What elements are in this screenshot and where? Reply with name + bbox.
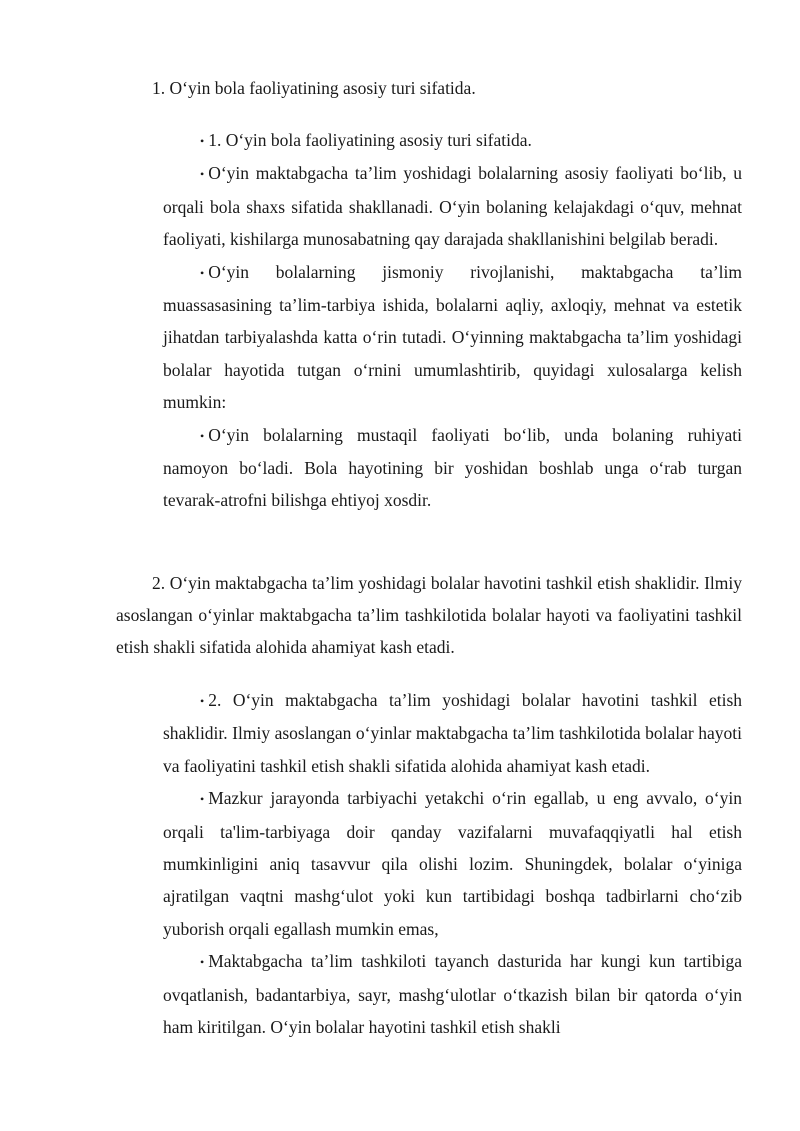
bullet-dot-icon: • [200, 134, 205, 148]
bullet-text: 1. O‘yin bola faoliyatining asosiy turi sifatida. [208, 130, 532, 150]
bullet-list-section-1 [163, 124, 742, 517]
bullet-dot-icon: • [200, 167, 205, 182]
bullet-dot-icon: • [200, 265, 205, 280]
section-heading-1: 1. O‘yin bola faoliyatining asosiy turi sifatida. [152, 78, 476, 98]
bullet-text: Maktabgacha ta’lim tashkiloti tayanch dasturida har kungi kun tartibiga ovqatlanish, badantarbiya, sayr, mashg‘ulotlar o‘tkazish bilan bir qatorda o‘yin ham kiritilgan. O‘yin bolalar hayotini tashkil etish shakli [163, 951, 742, 1038]
bullet-dot-icon: • [200, 792, 205, 807]
bullet-item [163, 124, 742, 157]
bullet-dot-icon: • [200, 955, 205, 970]
bullet-text: O‘yin bolalarning mustaqil faoliyati bo‘lib, unda bolaning ruhiyati namoyon bo‘ladi. Bola hayotining bir yoshidan boshlab unga o‘rab turgan tevarak-atrofni bilishga ehtiyoj xosdir. [163, 424, 742, 511]
bullet-item [163, 782, 742, 945]
paragraph-2: 2. O‘yin maktabgacha ta’lim yoshidagi bolalar havotini tashkil etish shaklidir. Ilmiy asoslangan o‘yinlar maktabgacha ta’lim tashkilotida bolalar hayoti va faoliyatini tashkil etish shakli sifatida alohida ahamiyat kash etadi. [116, 573, 742, 658]
bullet-dot-icon: • [200, 694, 205, 708]
bullet-text: Mazkur jarayonda tarbiyachi yetakchi o‘rin egallab, u eng avvalo, o‘yin orqali ta'lim-tarbiyaga doir qanday vazifalarni muvafaqqiyatli hal etish mumkinligini aniq tasavvur qila olishi lozim. Shuningdek, bolalar o‘yiniga ajratilgan vaqtni mashg‘ulot yoki kun tartibidagi boshqa tadbirlarni cho‘zib yuborish orqali egallash mumkin emas, [163, 788, 742, 939]
bullet-dot-icon: • [200, 428, 205, 443]
bullet-text: O‘yin bolalarning jismoniy rivojlanishi, maktabgacha ta’lim muassasasining ta’lim-tarbiya ishida, bolalarni aqliy, axloqiy, mehnat va estetik jihatdan tarbiyalashda katta o‘rin tutadi. O‘yinning maktabgacha ta’lim yoshidagi bolalar hayotida tutgan o‘rnini umumlashtirib, quyidagi xulosalarga kelish mumkin: [163, 261, 742, 413]
bullet-item [163, 256, 742, 419]
bullet-item [163, 419, 742, 517]
bullet-text: O‘yin maktabgacha ta’lim yoshidagi bolalarning asosiy faoliyati bo‘lib, u orqali bola shaxs sifatida shakllanadi. O‘yin bolaning kelajakdagi o‘quv, mehnat faoliyati, kishilarga munosabatning qay darajada shakllanishini belgilab beradi. [163, 163, 742, 250]
bullet-item [163, 157, 742, 255]
bullet-text: 2. O‘yin maktabgacha ta’lim yoshidagi bolalar havotini tashkil etish shaklidir. Ilmiy asoslangan o‘yinlar maktabgacha ta’lim tashkilotida bolalar hayoti va faoliyatini tashkil etish shakli sifatida alohida ahamiyat kash etadi. [163, 690, 742, 776]
bullet-item [163, 684, 742, 782]
bullet-list-section-2 [163, 684, 742, 1043]
bullet-item [163, 945, 742, 1043]
